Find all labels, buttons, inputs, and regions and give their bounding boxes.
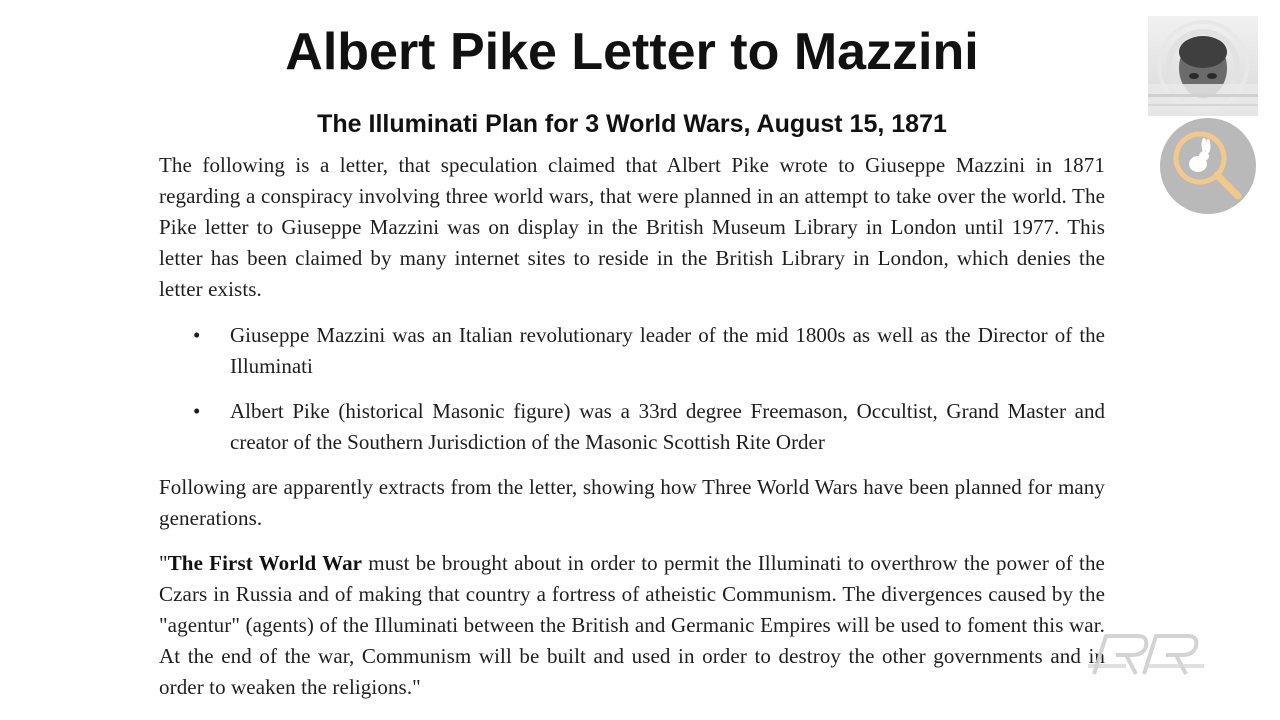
quote-paragraph	[159, 548, 1105, 703]
bullet-item-pike	[159, 396, 1105, 458]
quote-bold-lead: The First World War	[167, 551, 363, 575]
slide-subtitle: The Illuminati Plan for 3 World Wars, August 15, 1871	[317, 110, 947, 138]
bullet-text: Giuseppe Mazzini was an Italian revolutionary leader of the mid 1800s as well as the Director of the Illuminati	[230, 323, 1105, 378]
rabbit-magnifier-badge	[1160, 118, 1256, 214]
bullet-marker: •	[193, 399, 201, 423]
rr-logo-icon	[1086, 628, 1210, 680]
slide-title: Albert Pike Letter to Mazzini	[285, 23, 979, 81]
rr-logo-watermark	[1086, 628, 1210, 680]
quote-body: must be brought about in order to permit the Illuminati to overthrow the power of the Czars in Russia and of making that country a fortress of atheistic Communism. The divergences caused by the "agentur" (agents) of the Illuminati between the British and Germanic Empires will be used to foment this war. At the end of the war, Communism will be built and used in order to destroy the other governments and in order to weaken the religions."	[159, 551, 1105, 699]
rabbit-magnifier-icon	[1160, 118, 1256, 214]
bullet-item-mazzini	[159, 320, 1105, 382]
intro-paragraph: The following is a letter, that speculation claimed that Albert Pike wrote to Giuseppe Mazzini in 1871 regarding a conspiracy involving three world wars, that were planned in an attempt to take over the world. The Pike letter to Giuseppe Mazzini was on display in the British Museum Library in London until 1977. This letter has been claimed by many internet sites to reside in the British Library in London, which denies the letter exists.	[159, 153, 1105, 301]
webcam-thumbnail	[1148, 16, 1258, 116]
quote-open-mark: "	[159, 551, 168, 575]
bullet-text: Albert Pike (historical Masonic figure) was a 33rd degree Freemason, Occultist, Grand Master and creator of the Southern Jurisdiction of the Masonic Scottish Rite Order	[230, 399, 1105, 454]
extracts-intro-paragraph: Following are apparently extracts from the letter, showing how Three World Wars have been planned for many generations.	[159, 475, 1105, 530]
bullet-marker: •	[193, 323, 201, 347]
person-face-icon	[1148, 16, 1258, 116]
